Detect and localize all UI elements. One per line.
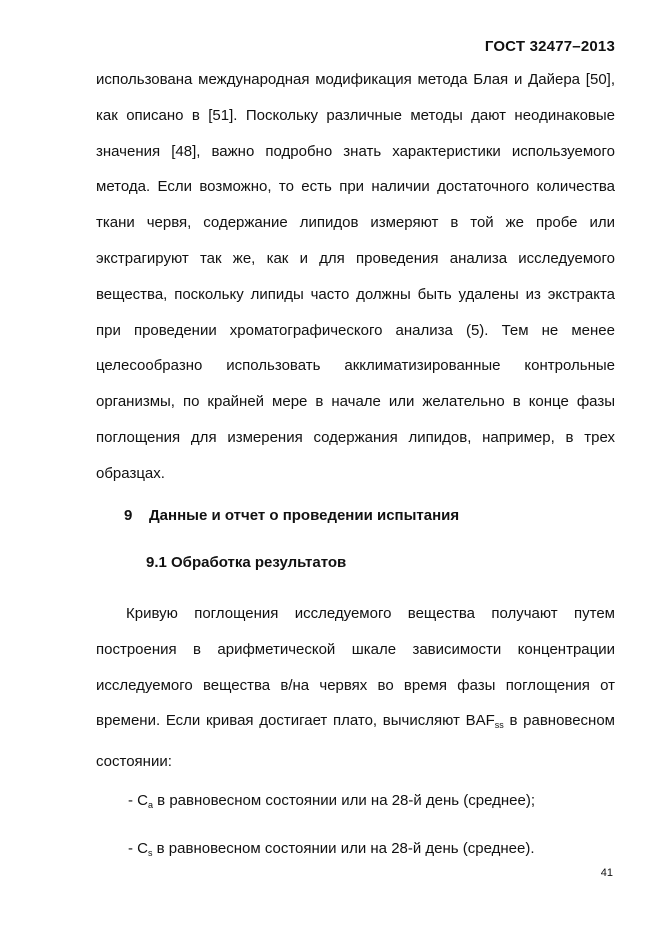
item-prefix: - C — [128, 840, 148, 857]
item-subscript: a — [148, 800, 154, 810]
item-prefix: - C — [128, 792, 148, 809]
list-item — [128, 840, 535, 858]
item-text: в равновесном состоянии или на 28-й день (среднее); — [153, 792, 536, 809]
item-subscript: s — [148, 848, 153, 858]
paragraph-text — [96, 596, 615, 780]
list-item — [128, 792, 535, 810]
section-heading-9 — [124, 507, 459, 524]
paragraph-uptake-curve — [96, 596, 615, 780]
document-standard-number: ГОСТ 32477–2013 — [484, 38, 615, 55]
paragraph-text: использована международная модификация метода Блая и Дайера [50], как описано в [51]. Поскольку различные методы дают неодинаковые значения [48], важно подробно знать характеристики используемого метода. Если возможно, то есть при наличии достаточного количества ткани червя, содержание липидов измеряют в той же пробе или экстрагируют так же, как и для проведения анализа исследуемого вещества, поскольку липиды часто должны быть удалены из экстракта при проведении хроматографического анализа (5). Тем не менее целесообразно использовать акклиматизированные контрольные организмы, по крайней мере в начале или желательно в конце фазы поглощения для измерения содержания липидов, например, в трех образцах. — [96, 71, 615, 482]
item-text: в равновесном состоянии или на 28-й день (среднее). — [152, 840, 535, 857]
section-number: 9 — [124, 507, 133, 524]
subsection-heading-9-1: 9.1 Обработка результатов — [146, 554, 347, 571]
paragraph-lipid-method — [96, 62, 615, 492]
subscript-ss: ss — [494, 720, 504, 731]
section-title: Данные и отчет о проведении испытания — [149, 507, 460, 524]
page-number: 41 — [600, 867, 613, 879]
paragraph-body: Кривую поглощения исследуемого вещества получают путем построения в арифметической шкале зависимости концентрации исследуемого вещества в/на червях во время фазы поглощения от времени. Если кривая достигает плато, вычисляют BAF — [96, 605, 615, 730]
paragraph-tail: в равновесном состоянии: — [96, 712, 615, 771]
